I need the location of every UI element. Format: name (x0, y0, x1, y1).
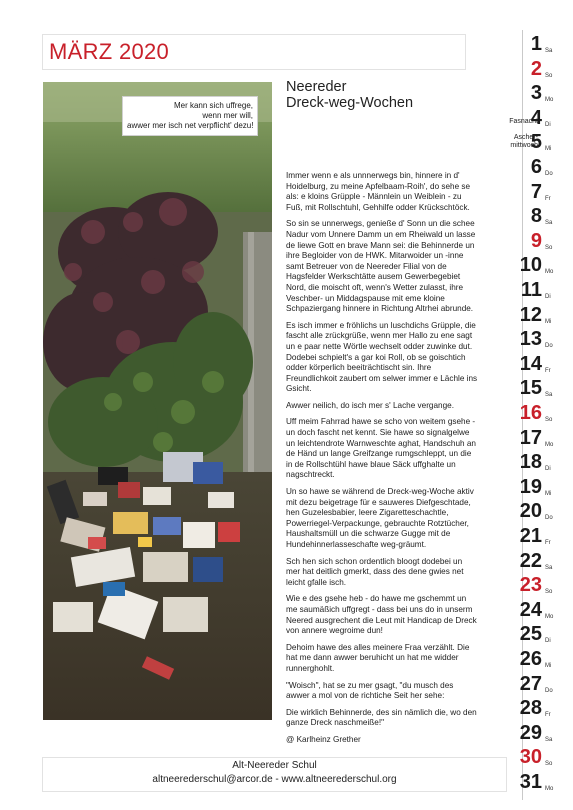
weekday-label: Do (545, 515, 553, 522)
day-number: 23 (519, 574, 542, 597)
article-author: @ Karlheinz Grether (286, 734, 361, 744)
day-number: 28 (519, 697, 542, 720)
day-number: 16 (519, 402, 542, 424)
article-paragraph: Dehoim hawe des alles meinere Fraa verzählt. Die hat me dann awwer beruhicht un hat me widder runnerghohlt. (286, 642, 470, 673)
calendar-day (500, 743, 570, 767)
calendar-day (500, 251, 570, 275)
weekday-label: Fr (545, 712, 551, 719)
month-title: MÄRZ 2020 (49, 39, 170, 64)
day-number: 13 (519, 328, 542, 351)
calendar-day (500, 178, 570, 202)
day-number: 25 (519, 623, 542, 646)
calendar-day (500, 301, 570, 325)
article-body (286, 171, 478, 752)
day-number: 14 (519, 352, 542, 375)
calendar-day (500, 497, 570, 521)
article-title (286, 79, 413, 111)
calendar-day (500, 596, 570, 620)
article-paragraph: Awwer neilich, do isch mer s' Lache vergange. (286, 400, 454, 410)
calendar-day (500, 424, 570, 448)
article-paragraph: So sin se unnerwegs, genieße d' Sonn un die schee Nadur vom Unnere Damm un em Rheiwald un lasse de liewe Gott en brave Mann sei: die Behinnerde un ihre Begloider von de HWK. Mitarwoider un -inne samt Betreuer von de Neereder Filial von de Hagsfelder Werkschtätte ausem Gewerbegebiet Nord, die moischt oft, wenn's Wetter zulasst, ihre Veschber- un Middagspause mit eme kloine Schpaziergang hinnere in Richtung Altrhei abrunde. (286, 219, 476, 314)
weekday-label: Sa (545, 48, 553, 54)
article-title-line: Neereder (286, 79, 347, 95)
day-number: 4 (530, 106, 542, 129)
day-number: 31 (519, 771, 542, 793)
calendar-day (500, 30, 570, 54)
weekday-label: Mo (545, 786, 554, 792)
weekday-label: Do (545, 171, 553, 177)
day-number: 6 (530, 156, 542, 178)
day-number: 20 (519, 500, 542, 523)
weekday-label: So (545, 244, 553, 251)
article-paragraph: Un so hawe se während de Dreck-weg-Woche aktiv mit dezu beigetrage für e sauweres Diefgeschtade, hen Guzelesbabier, leere Zigaretteschachtle, Powerriegel-Verpackunge, gebrauchte Rotztücher, Haushaltsmüll un die schwarze Gugge mit de Hundehinnerlasseschafte weg-gräumt. (286, 487, 474, 549)
day-number: 18 (519, 451, 542, 474)
calendar-day (500, 128, 570, 152)
day-number: 17 (519, 426, 542, 449)
calendar-day (500, 55, 570, 79)
weekday-label: So (545, 589, 553, 596)
footer-org-name: Alt-Neereder Schul (232, 760, 317, 771)
calendar-day (500, 276, 570, 300)
weekday-label: Mi (545, 663, 552, 669)
weekday-label: Mo (545, 97, 554, 104)
calendar-day (500, 374, 570, 398)
holiday-label: Ascher- mittwoch (510, 134, 538, 150)
calendar-day (500, 202, 570, 226)
calendar-day (500, 227, 570, 251)
weekday-label: Sa (545, 564, 553, 571)
weekday-label: Mo (545, 269, 554, 276)
calendar-day (500, 79, 570, 103)
day-number: 12 (519, 303, 542, 326)
calendar-day (500, 694, 570, 718)
quote-line: awwer mer isch net verpflicht' dezu! (127, 121, 254, 130)
weekday-label: Sa (545, 736, 553, 743)
weekday-label: Mi (545, 318, 552, 325)
footer-contact: altneerederschul@arcor.de - www.altneerederschul.org (152, 774, 397, 785)
article-paragraph: "Woisch", hat se zu mer gsagt, "du musch des awwer a mol von de richtiche Seit her sehe: (286, 680, 454, 701)
day-number: 29 (519, 721, 542, 744)
day-number: 30 (519, 746, 542, 769)
weekday-label: Mi (545, 490, 552, 497)
calendar-day (500, 350, 570, 374)
article-paragraph: Sch hen sich schon ordentlich bloogt dodebei un mer hat deitlich gmerkt, dass des dene gwies net leicht gfalle isch. (286, 556, 464, 587)
weekday-label: Mi (545, 146, 552, 153)
day-number: 5 (530, 131, 542, 154)
article-paragraph: Uff meim Fahrrad hawe se scho von weitem gsehe - un doch fascht net kennt. Sie hawe so signalgelwe un leichtendrote Warnweschte aghat, Handschuh an de Händ un lange Greifzange rumgschleppt, un die in de Rollschtühl hawe blaue Säck uffghalte un nagschtreckt. (286, 417, 476, 480)
day-number: 10 (519, 254, 542, 277)
quote-line: Mer kann sich uffrege, (173, 101, 253, 110)
weekday-label: Fr (545, 195, 551, 202)
quote-box (122, 96, 258, 136)
weekday-label: So (545, 761, 553, 768)
day-number: 24 (519, 598, 542, 621)
litter-photo-illustration (43, 82, 272, 720)
quote-line: wenn mer will, (202, 111, 253, 120)
calendar-day (500, 719, 570, 743)
litter-photo (43, 82, 272, 720)
weekday-label: Di (545, 638, 551, 645)
calendar-day (500, 473, 570, 497)
weekday-label: Fr (545, 367, 551, 374)
calendar-day (500, 645, 570, 669)
weekday-label: Mo (545, 613, 554, 620)
calendar-day (500, 670, 570, 694)
weekday-label: Do (545, 687, 553, 694)
day-number: 2 (530, 57, 542, 80)
month-title-box (42, 34, 466, 70)
calendar-day (500, 104, 570, 128)
day-number: 9 (530, 229, 542, 252)
day-number: 26 (519, 648, 542, 670)
weekday-label: So (545, 417, 553, 423)
day-number: 21 (519, 525, 542, 547)
weekday-label: Di (545, 121, 551, 128)
holiday-label: Fasnacht (509, 117, 538, 125)
article-paragraph: Immer wenn e als unnnerwegs bin, hinnere in d' Hoidelburg, zu meine Apfelbaam-Roih', do sehe se als: e kloins Grüpple - Männlein un Weiblein - zu Fuß, mit Rollschtuhl, Gehhilfe odder Krückschtöck. (286, 171, 471, 212)
day-number: 7 (530, 180, 542, 203)
calendar-day (500, 448, 570, 472)
weekday-label: Di (545, 466, 551, 473)
weekday-label: Sa (545, 392, 553, 399)
day-number: 19 (519, 475, 542, 498)
weekday-label: Fr (545, 540, 551, 546)
weekday-label: Di (545, 294, 551, 300)
footer (42, 757, 507, 792)
weekday-label: Sa (545, 220, 553, 227)
weekday-label: So (545, 72, 553, 79)
calendar-day (500, 571, 570, 595)
day-number: 3 (530, 82, 542, 105)
article-paragraph: Es isch immer e fröhlichs un luschdichs Grüpple, die fascht alle zrückgrüße, wenn mer Hallo zu ene sagt un e paar nette Wörtle wechselt odder zuwinke dut. Dodebei schpielt's a gar koi Roll, ob se goischtich odder körperlich beeiträchtischt sin. Ihre Freundlichkoit zaubert om selwer immer e Lächle ins Gsicht. (286, 320, 478, 394)
article-paragraph: Wie e des gsehe heb - do hawe me gschemmt un me saumäßich uffgregt - dass bei uns do in unserm Neered ausgrechent die Leut mit Handicap de Dreck von annere wegroime dun! (286, 594, 477, 636)
calendar-day (500, 768, 570, 792)
weekday-label: Do (545, 343, 553, 350)
article-title-line: Dreck-weg-Wochen (286, 95, 414, 111)
day-number: 11 (520, 279, 542, 301)
day-number: 1 (530, 33, 542, 55)
calendar-day (500, 399, 570, 423)
calendar-day (500, 325, 570, 349)
day-number: 15 (519, 377, 542, 400)
day-number: 27 (519, 672, 542, 695)
day-number: 8 (530, 205, 542, 228)
calendar-day (500, 153, 570, 177)
calendar-day (500, 522, 570, 546)
calendar-day (500, 620, 570, 644)
calendar-day (500, 547, 570, 571)
weekday-label: Mo (545, 441, 554, 448)
article-paragraph: Die wirklich Behinnerde, des sin nämlich die, wo den ganze Dreck naschmeiße!" (286, 707, 477, 728)
day-number: 22 (519, 549, 542, 572)
